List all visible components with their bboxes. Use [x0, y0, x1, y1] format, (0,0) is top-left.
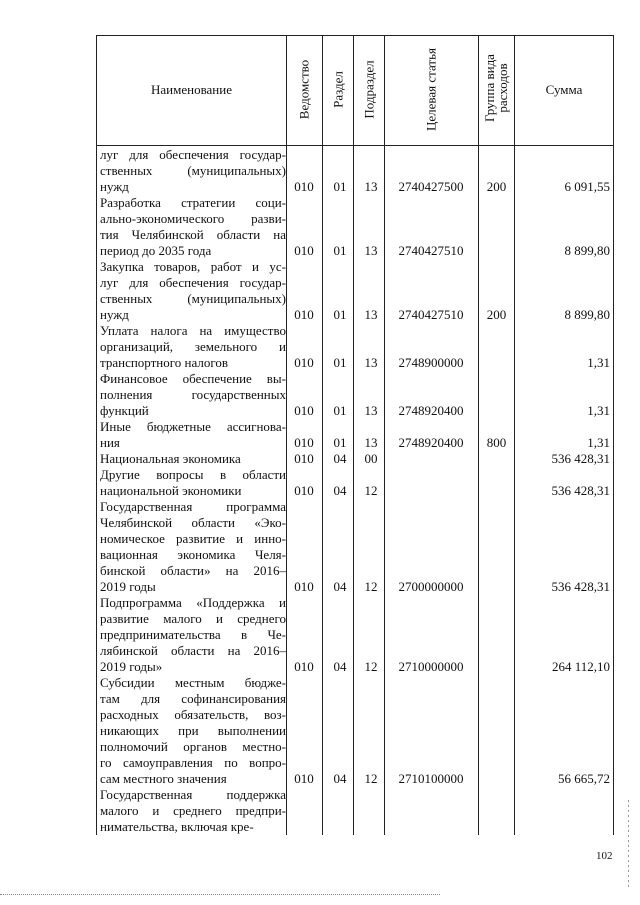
cell-sum: 536 428,31 [551, 483, 610, 498]
cell-ved: 010 [294, 451, 314, 466]
cell-raz: 04 [333, 483, 347, 498]
row-name-line: национальной экономики [100, 483, 242, 498]
row-name-line: функций [100, 403, 149, 418]
row-name-line: го самоуправления по вопро- [100, 755, 286, 770]
cell-ved: 010 [294, 771, 314, 786]
cell-pod: 00 [364, 451, 378, 466]
row-name [100, 419, 286, 451]
cell-ved: 010 [294, 483, 314, 498]
budget-table [96, 35, 614, 835]
page-number: 102 [596, 850, 613, 862]
cell-sum: 536 428,31 [551, 579, 610, 594]
header-summa-cell [515, 35, 613, 145]
header-gruppa: Группа вида расходов [482, 54, 510, 122]
header-ved: Ведомство [296, 59, 312, 120]
row-name-line: организаций, земельного и [100, 339, 286, 354]
row-name-line: там для софинансирования [100, 691, 286, 706]
right-dashed-edge [628, 800, 629, 890]
row-name-line: сам местного значения [100, 771, 227, 786]
cell-sum: 8 899,80 [564, 243, 610, 258]
row-name-line: 2019 годы [100, 579, 156, 594]
row-name-line: ально-экономического разви- [100, 211, 286, 226]
cell-ved: 010 [294, 659, 314, 674]
cell-pod: 13 [364, 243, 378, 258]
cell-tsel: 2740427510 [398, 243, 464, 258]
table-border-right [613, 35, 614, 835]
row-name-line: Подпрограмма «Поддержка и [100, 595, 286, 610]
cell-tsel: 2710100000 [398, 771, 464, 786]
row-name [100, 499, 286, 595]
cell-pod: 13 [364, 435, 378, 450]
cell-tsel: 2748900000 [398, 355, 464, 370]
cell-ved: 010 [294, 435, 314, 450]
row-name-line: Челябинской области «Эко- [100, 515, 286, 530]
row-name-line: полномочий органов местно- [100, 739, 286, 754]
header-razdel: Раздел [330, 71, 346, 108]
header-tsel: Целевая статья [423, 48, 439, 132]
row-name-line: Другие вопросы в области [100, 467, 286, 482]
cell-sum: 56 665,72 [558, 771, 610, 786]
row-name-line: ния [100, 435, 120, 450]
cell-ved: 010 [294, 179, 314, 194]
row-name-line: Закупка товаров, работ и ус- [100, 259, 286, 274]
cell-ved: 010 [294, 579, 314, 594]
row-name-line: Государственная программа [100, 499, 286, 514]
cell-ved: 010 [294, 243, 314, 258]
cell-grp: 800 [486, 435, 507, 450]
cell-sum: 6 091,55 [564, 179, 610, 194]
cell-pod: 12 [364, 771, 378, 786]
cell-pod: 12 [364, 659, 378, 674]
table-border-left [96, 35, 97, 835]
row-name [100, 675, 286, 787]
row-name-line: вационная экономика Челя- [100, 547, 286, 562]
cell-sum: 1,31 [587, 435, 610, 450]
row-name-line: малого и среднего предпри- [100, 803, 286, 818]
cell-pod: 13 [364, 355, 378, 370]
cell-raz: 01 [333, 243, 347, 258]
cell-sum: 8 899,80 [564, 307, 610, 322]
row-name-line: луг для обеспечения государ- [100, 275, 286, 290]
header-name-cell [97, 35, 286, 145]
cell-grp: 200 [486, 179, 507, 194]
cell-sum: 536 428,31 [551, 451, 610, 466]
row-name [100, 195, 286, 259]
row-name-line: Субсидии местным бюдже- [100, 675, 286, 690]
row-name-line: Иные бюджетные ассигнова- [100, 419, 286, 434]
row-name-line: нужд [100, 307, 129, 322]
cell-grp: 200 [486, 307, 507, 322]
row-name-line: транспортного налогов [100, 355, 228, 370]
cell-pod: 12 [364, 483, 378, 498]
row-name [100, 595, 286, 675]
cell-ved: 010 [294, 307, 314, 322]
header-summa: Сумма [545, 82, 583, 97]
row-name-line: бинской области» на 2016– [100, 563, 286, 578]
row-name-line: период до 2035 года [100, 243, 212, 258]
row-name-line: тия Челябинской области на [100, 227, 286, 242]
cell-tsel: 2740427500 [398, 179, 464, 194]
row-name-line: Уплата налога на имущество [100, 323, 286, 338]
cell-raz: 04 [333, 659, 347, 674]
row-name-line: Государственная поддержка [100, 787, 286, 802]
cell-sum: 1,31 [587, 355, 610, 370]
cell-tsel: 2700000000 [398, 579, 464, 594]
row-name-line: Национальная экономика [100, 451, 241, 466]
cell-raz: 01 [333, 355, 347, 370]
col-divider [286, 35, 287, 835]
row-name-line: никающих при выполнении [100, 723, 286, 738]
col-divider [322, 35, 323, 835]
row-name-line: ственных (муниципальных) [100, 291, 286, 306]
row-name-line: предпринимательства в Че- [100, 627, 286, 642]
cell-raz: 04 [333, 771, 347, 786]
cell-raz: 01 [333, 403, 347, 418]
cell-tsel: 2748920400 [398, 435, 464, 450]
row-name-line: луг для обеспечения государ- [100, 147, 286, 162]
cell-tsel: 2748920400 [398, 403, 464, 418]
bottom-dotted-edge [0, 894, 440, 896]
row-name-line: нужд [100, 179, 129, 194]
header-podrazdel: Подраздел [361, 60, 377, 119]
row-name [100, 467, 286, 499]
cell-sum: 1,31 [587, 403, 610, 418]
header-name: Наименование [151, 82, 232, 97]
cell-raz: 01 [333, 435, 347, 450]
row-name-line: Финансовое обеспечение вы- [100, 371, 286, 386]
row-name-line: расходных обязательств, воз- [100, 707, 286, 722]
row-name [100, 787, 286, 835]
cell-tsel: 2710000000 [398, 659, 464, 674]
cell-pod: 13 [364, 307, 378, 322]
col-divider [478, 35, 479, 835]
row-name [100, 451, 286, 467]
cell-pod: 13 [364, 403, 378, 418]
row-name-line: развитие малого и среднего [100, 611, 286, 626]
col-divider [514, 35, 515, 835]
cell-raz: 01 [333, 179, 347, 194]
cell-raz: 01 [333, 307, 347, 322]
row-name-line: ственных (муниципальных) [100, 163, 286, 178]
row-name [100, 323, 286, 371]
cell-tsel: 2740427510 [398, 307, 464, 322]
row-name [100, 371, 286, 419]
row-name-line: 2019 годы» [100, 659, 163, 674]
row-name-line: полнения государственных [100, 387, 286, 402]
cell-raz: 04 [333, 451, 347, 466]
cell-ved: 010 [294, 403, 314, 418]
row-name [100, 147, 286, 195]
cell-sum: 264 112,10 [551, 659, 610, 674]
row-name [100, 259, 286, 323]
cell-ved: 010 [294, 355, 314, 370]
cell-raz: 04 [333, 579, 347, 594]
header-bottom-line [96, 145, 614, 146]
row-name-line: Разработка стратегии соци- [100, 195, 286, 210]
row-name-line: номическое развитие и инно- [100, 531, 286, 546]
row-name-line: нимательства, включая кре- [100, 819, 254, 834]
cell-pod: 12 [364, 579, 378, 594]
row-name-line: лябинской области на 2016– [100, 643, 286, 658]
cell-pod: 13 [364, 179, 378, 194]
